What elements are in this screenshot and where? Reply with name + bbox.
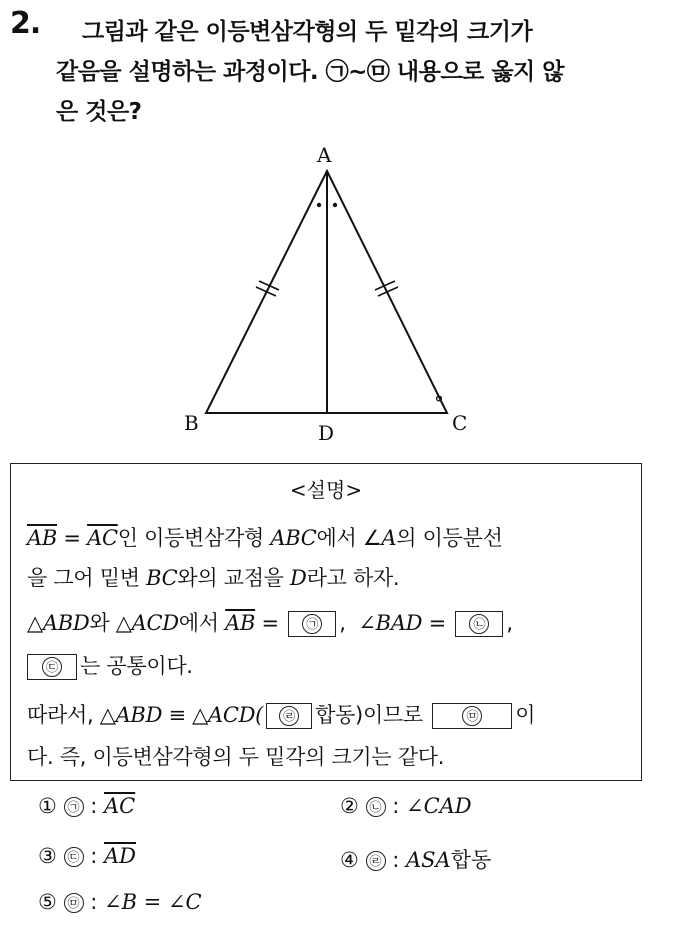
question-line-2: 같음을 설명하는 과정이다. ㉠~㉤ 내용으로 옳지 않	[56, 59, 564, 85]
option-key: ㉣	[366, 851, 386, 871]
blank-4	[266, 703, 312, 729]
label-a: A	[317, 143, 332, 167]
equals-sign: =	[261, 611, 279, 635]
segment-bc: BC	[146, 566, 178, 590]
option-4[interactable]	[340, 844, 491, 874]
blank-1-label: ㉠	[302, 614, 322, 634]
text-fragment: 에서	[178, 611, 226, 635]
option-colon: :	[90, 794, 98, 818]
option-value: ASA	[405, 848, 451, 872]
option-key: ㉢	[64, 847, 84, 867]
explanation-line-3	[27, 607, 513, 637]
option-number: ②	[340, 794, 359, 818]
explanation-line-2	[27, 562, 399, 592]
option-5[interactable]	[38, 890, 202, 914]
text-fragment: 인 이등변삼각형	[117, 526, 271, 550]
label-c: C	[452, 411, 468, 435]
option-number: ①	[38, 794, 57, 818]
option-value: $\overline{AD}$	[103, 844, 136, 868]
blank-3-label: ㉢	[42, 657, 62, 677]
triangle-figure	[0, 0, 679, 460]
point-d: D	[290, 566, 307, 590]
blank-1	[288, 611, 336, 637]
option-1[interactable]	[38, 794, 135, 818]
question-line-1: 그림과 같은 이등변삼각형의 두 밑각의 크기가	[82, 19, 533, 45]
text-fragment: 을 그어 밑변	[27, 566, 147, 590]
option-value: ∠B = ∠C	[103, 890, 202, 914]
text-fragment: 라고 하자.	[306, 566, 400, 590]
text-fragment: 합동)이므로	[315, 703, 423, 727]
angle-mark-dot-left	[317, 203, 321, 207]
comma: ,	[506, 611, 513, 635]
text-fragment: 따라서,	[27, 703, 100, 727]
blank-4-label: ㉣	[279, 706, 299, 726]
option-number: ③	[38, 844, 57, 868]
angle-mark-c: °	[434, 391, 444, 415]
option-key: ㉠	[64, 797, 84, 817]
explanation-title: <설명>	[289, 478, 363, 502]
angle-mark-dot-right	[333, 203, 337, 207]
segment-ac: $\overline{AC}$	[87, 526, 118, 550]
option-key: ㉤	[64, 893, 84, 913]
question-line-3: 은 것은?	[56, 99, 142, 125]
angle-bad: ∠BAD	[358, 611, 423, 635]
option-number: ⑤	[38, 890, 57, 914]
explanation-line-5	[27, 699, 535, 729]
label-d: D	[318, 421, 335, 445]
text-fragment: 와	[89, 611, 116, 635]
text-fragment: 다. 즉, 이등변삼각형의 두 밑각의 크기는 같다.	[27, 745, 445, 769]
explanation-box	[10, 463, 642, 781]
equals-sign: =	[428, 611, 446, 635]
option-colon: :	[90, 844, 98, 868]
option-value: ∠CAD	[405, 794, 472, 818]
text-fragment: 의 이등분선	[396, 526, 503, 550]
option-suffix: 합동	[450, 848, 492, 872]
angle-vertex: A	[381, 526, 397, 550]
text-fragment: 는 공통이다.	[80, 654, 193, 678]
option-colon: :	[392, 794, 400, 818]
label-b: B	[184, 411, 199, 435]
option-3[interactable]	[38, 844, 136, 868]
option-key: ㉡	[366, 797, 386, 817]
option-number: ④	[340, 848, 359, 872]
blank-2-label: ㉡	[469, 614, 489, 634]
explanation-line-4	[27, 650, 193, 680]
option-colon: :	[392, 848, 400, 872]
blank-5-label: ㉤	[462, 706, 482, 726]
segment-ab: $\overline{AB}$	[27, 526, 57, 550]
explanation-line-6	[27, 741, 444, 771]
blank-2	[455, 611, 503, 637]
tick-marks-ac	[375, 281, 398, 296]
congruence-statement: △ABD ≡ △ACD(	[99, 703, 264, 727]
option-colon: :	[90, 890, 98, 914]
triangle-name: ABC	[270, 526, 317, 550]
text-fragment: 이	[515, 703, 536, 727]
text-fragment: 와의 교점을	[177, 566, 291, 590]
triangle-acd: △ACD	[115, 611, 179, 635]
option-value: $\overline{AC}$	[103, 794, 136, 818]
triangle-abd: △ABD	[27, 611, 90, 635]
explanation-line-1	[27, 522, 503, 552]
equals-sign: =	[63, 526, 81, 550]
blank-3	[27, 654, 77, 680]
question-number: 2.	[10, 6, 41, 41]
option-2[interactable]	[340, 794, 472, 818]
blank-5	[432, 703, 512, 729]
segment-ab: $\overline{AB}$	[225, 611, 256, 635]
text-fragment: 에서 ∠	[316, 526, 382, 550]
comma: ,	[339, 611, 346, 635]
